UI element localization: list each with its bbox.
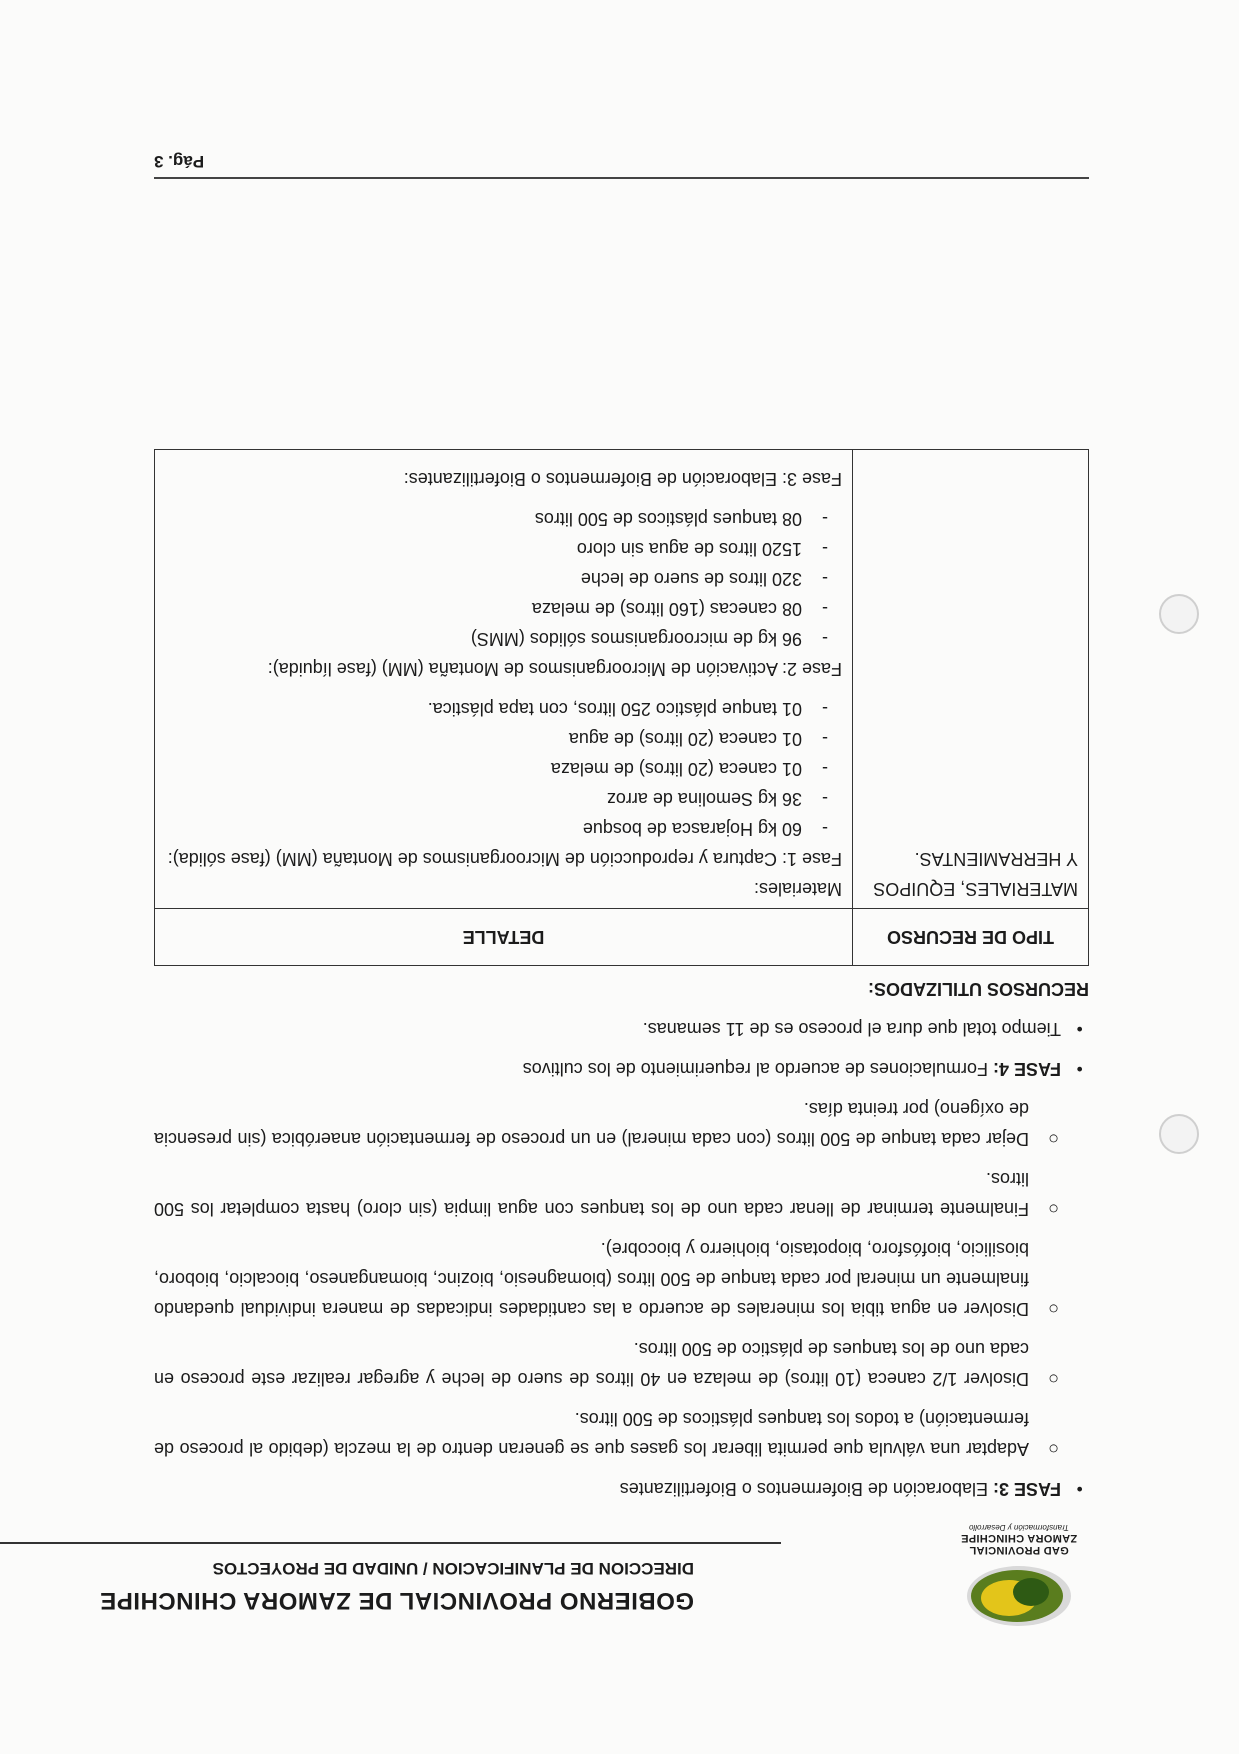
list-item: - 96 kg de microorganismos sólidos (MMS) bbox=[165, 624, 842, 654]
col-header-tipo: TIPO DE RECURSO bbox=[853, 909, 1089, 966]
fase4-bullet bbox=[154, 1054, 1089, 1084]
fase3-step bbox=[154, 1234, 1089, 1324]
list-item: - 320 litros de suero de leche bbox=[165, 564, 842, 594]
punch-hole-icon bbox=[1159, 594, 1199, 634]
fase3-step bbox=[154, 1334, 1089, 1394]
logo-title: GAD PROVINCIAL ZAMORA CHINCHIPE bbox=[960, 1532, 1078, 1556]
fase3-step-text: Adaptar una válvula que permita liberar los gases que se generan dentro de la mezcla (debido al proceso de fermentación) a todos los tanques plásticos de 500 litros. bbox=[154, 1409, 1029, 1459]
fase3-title: Fase 3: Elaboración de Biofermentos o Biofertilizantes: bbox=[403, 469, 842, 489]
list-item: - 08 tanques plásticos de 500 litros bbox=[165, 504, 842, 534]
circle-bullet-icon: ○ bbox=[1048, 1369, 1059, 1389]
tiempo-text: Tiempo total que dura el proceso es de 11 semanas. bbox=[642, 1019, 1061, 1039]
page-footer bbox=[154, 152, 1089, 179]
fase3-step bbox=[154, 1094, 1089, 1154]
cell-detalle bbox=[155, 450, 853, 909]
punch-hole-icon bbox=[1159, 1114, 1199, 1154]
logo-tagline: Transformación y Desarrollo bbox=[969, 1523, 1069, 1532]
fase3-text: Elaboración de Biofermentos o Biofertilizantes bbox=[619, 1479, 988, 1499]
header-divider bbox=[0, 1542, 781, 1544]
list-item: - 01 caneca (20 litros) de agua bbox=[165, 724, 842, 754]
page-body bbox=[154, 449, 1089, 1504]
fase3-step-text: Finalmente terminar de llenar cada uno de los tanques con agua limpia (sin cloro) hasta completar los 500 litros. bbox=[154, 1169, 1029, 1219]
page-header bbox=[99, 1491, 1089, 1646]
header-title: GOBIERNO PROVINCIAL DE ZAMORA CHINCHIPE bbox=[99, 1587, 694, 1614]
materiales-label: Materiales: bbox=[753, 879, 842, 899]
list-item: - 60 kg Hojarasca de bosque bbox=[165, 814, 842, 844]
fase3-step-text: Disolver en agua tibia los minerales de acuerdo a las cantidades indicadas de manera individual quedando finalmente un mineral por cada tanque de 500 litros (biomagnesio, biozinc, biomanganeso, biocalcio, bioboro, biosilicio, biofósforo, biopotasio, biohierro y biocobre). bbox=[154, 1239, 1029, 1319]
recursos-table bbox=[154, 449, 1089, 966]
circle-bullet-icon: ○ bbox=[1048, 1129, 1059, 1149]
header-subtitle: DIRECCION DE PLANIFICACION / UNIDAD DE PROYECTOS bbox=[212, 1559, 694, 1578]
cell-tipo bbox=[853, 450, 1089, 909]
circle-bullet-icon: ○ bbox=[1048, 1439, 1059, 1459]
recursos-title: RECURSOS UTILIZADOS: bbox=[867, 979, 1089, 999]
list-item: - 01 tanque plástico 250 litros, con tapa plástica. bbox=[165, 694, 842, 724]
list-item: - 01 caneca (20 litros) de melaza bbox=[165, 754, 842, 784]
tiempo-bullet bbox=[154, 1014, 1089, 1044]
fase1-title: Fase 1: Captura y reproducción de Microorganismos de Montaña (MM) (fase sólida): bbox=[167, 849, 842, 869]
fase3-step bbox=[154, 1404, 1089, 1464]
fase3-step-text: Dejar cada tanque de 500 litros (con cada mineral) en un proceso de fermentación anaeróbica (sin presencia de oxígeno) por treinta días. bbox=[154, 1099, 1029, 1149]
circle-bullet-icon: ○ bbox=[1048, 1199, 1059, 1219]
logo-icon bbox=[959, 1556, 1079, 1636]
list-item: - 1520 litros de agua sin cloro bbox=[165, 534, 842, 564]
fase4-text: Formulaciones de acuerdo al requerimiento de los cultivos bbox=[522, 1059, 988, 1079]
table-row bbox=[155, 450, 1089, 909]
fase4-label: FASE 4: bbox=[992, 1059, 1061, 1079]
list-item: - 08 canecas (160 litros) de melaza bbox=[165, 594, 842, 624]
circle-bullet-icon: ○ bbox=[1048, 1299, 1059, 1319]
fase3-step-text: Disolver 1/2 caneca (10 litros) de melaza en 40 litros de suero de leche y agregar realizar este proceso en cada uno de los tanques de plástico de 500 litros. bbox=[154, 1339, 1029, 1389]
logo bbox=[949, 1523, 1089, 1636]
table-header-row bbox=[155, 909, 1089, 966]
list-item: - 36 kg Semolina de arroz bbox=[165, 784, 842, 814]
fase3-label: FASE 3: bbox=[992, 1479, 1061, 1499]
page-number: Pág. 3 bbox=[154, 152, 205, 171]
col-header-detalle: DETALLE bbox=[155, 909, 853, 966]
fase2-title: Fase 2: Activación de Microorganismos de Montaña (MM) (fase líquida): bbox=[267, 659, 842, 679]
fase3-bullet bbox=[154, 1474, 1089, 1504]
fase3-step bbox=[154, 1164, 1089, 1224]
tipo-text: MATERIALES, EQUIPOS Y HERRAMIENTAS. bbox=[873, 849, 1078, 899]
